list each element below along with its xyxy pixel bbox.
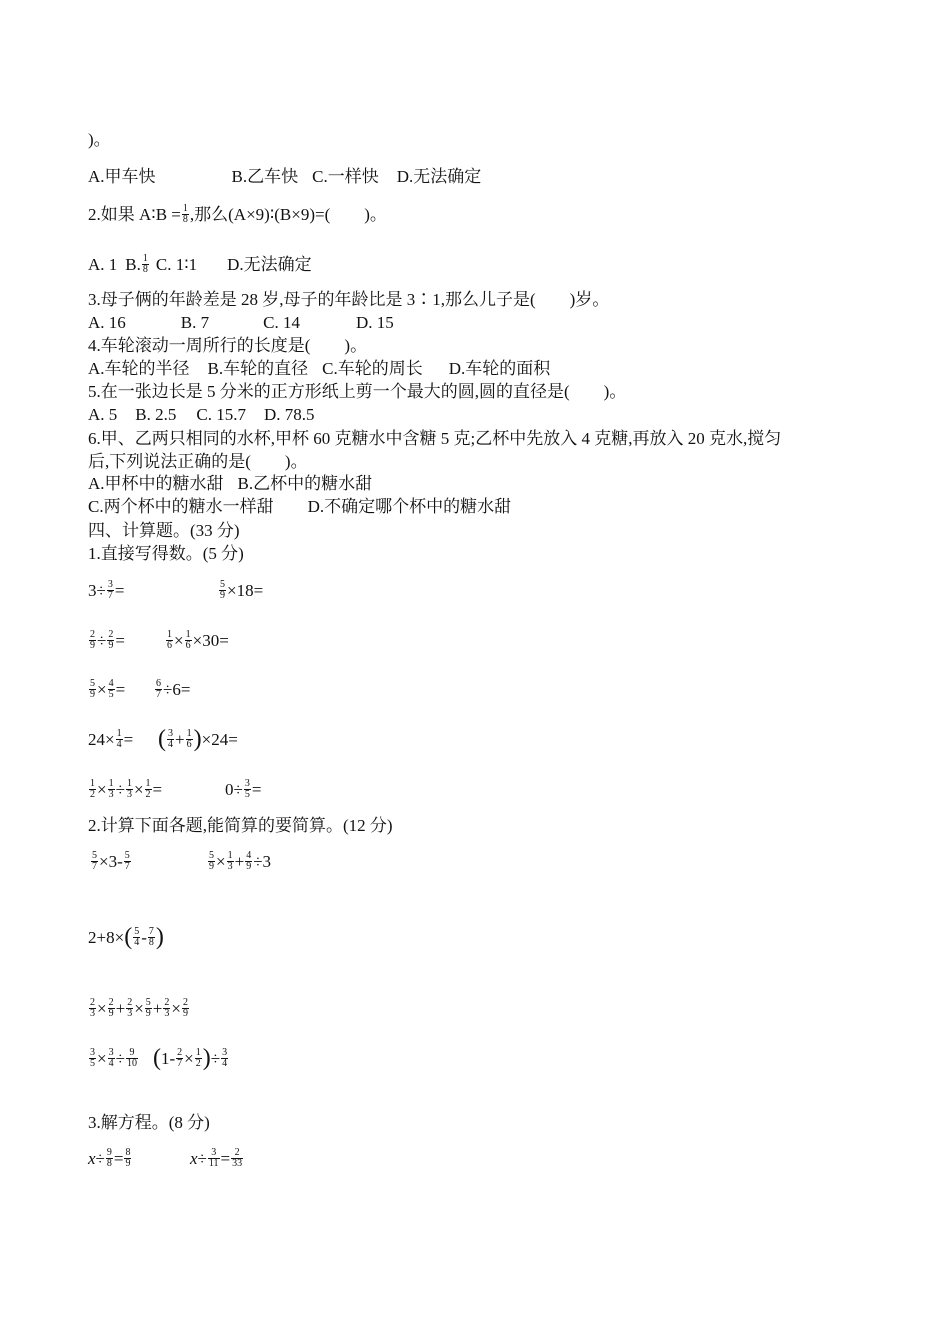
numerator: 1 bbox=[145, 777, 151, 789]
denominator: 4 bbox=[108, 1057, 114, 1069]
fraction bbox=[145, 998, 152, 1019]
q5-text: 5.在一张边长是 5 分米的正方形纸上剪一个最大的圆,圆的直径是( )。 bbox=[88, 382, 627, 401]
option-a: A. 1 bbox=[88, 255, 118, 274]
number: 18 bbox=[236, 581, 254, 600]
operator: = bbox=[253, 581, 264, 600]
q6-text-end: 后,下列说法正确的是( )。 bbox=[88, 452, 308, 471]
operator: ÷ bbox=[115, 1049, 125, 1068]
fraction bbox=[126, 1048, 138, 1069]
denominator: 9 bbox=[90, 639, 95, 651]
operator: × bbox=[201, 730, 212, 749]
denominator: 8 bbox=[106, 1157, 112, 1169]
operator: ÷ bbox=[163, 680, 173, 699]
section-title: 四、计算题。(33 分) bbox=[88, 521, 240, 540]
operator: = bbox=[115, 631, 125, 650]
numerator: 5 bbox=[209, 849, 214, 861]
operator: ÷ bbox=[96, 581, 106, 600]
subsection-2-heading bbox=[88, 815, 393, 837]
denominator: 4 bbox=[222, 1057, 228, 1069]
text: )。 bbox=[88, 130, 111, 149]
denominator: 6 bbox=[186, 738, 192, 750]
fraction bbox=[89, 679, 96, 700]
denominator: 9 bbox=[209, 860, 214, 872]
option-b: B.车轮的直径 bbox=[207, 359, 309, 378]
denominator: 8 bbox=[182, 213, 188, 225]
fraction bbox=[195, 1048, 202, 1069]
denominator: 2 bbox=[90, 788, 95, 800]
q4-text: 4.车轮滚动一周所行的长度是( )。 bbox=[88, 336, 368, 355]
option-d: D.无法确定 bbox=[227, 255, 312, 274]
denominator: 9 bbox=[90, 688, 95, 700]
numerator: 5 bbox=[220, 578, 225, 590]
numerator: 1 bbox=[186, 727, 192, 739]
numerator: 9 bbox=[129, 1046, 135, 1058]
operator: × bbox=[184, 1049, 194, 1068]
fraction bbox=[89, 998, 96, 1019]
numerator: 1 bbox=[195, 1046, 201, 1058]
subsection-3-heading bbox=[88, 1112, 210, 1134]
operator: × bbox=[227, 581, 237, 600]
numerator: 2 bbox=[234, 1146, 240, 1158]
numerator: 3 bbox=[107, 578, 113, 590]
operator: ÷ bbox=[97, 631, 107, 650]
option-d: D.车轮的面积 bbox=[448, 359, 551, 378]
operator: + bbox=[234, 852, 245, 871]
numerator: 1 bbox=[185, 628, 191, 640]
operator: + bbox=[96, 928, 107, 947]
operator: × bbox=[105, 730, 115, 749]
numerator: 3 bbox=[211, 1146, 217, 1158]
denominator: 9 bbox=[182, 1007, 188, 1019]
fraction bbox=[126, 779, 133, 800]
numerator: 2 bbox=[108, 628, 114, 640]
option-b: B. bbox=[125, 255, 141, 274]
calc-item bbox=[154, 679, 190, 702]
numerator: 1 bbox=[167, 628, 172, 640]
option-c: C.一样快 bbox=[312, 167, 379, 186]
operator: ÷ bbox=[253, 852, 263, 871]
numerator: 5 bbox=[90, 677, 95, 689]
option-a: A.甲杯中的糖水甜 bbox=[88, 474, 224, 493]
fraction bbox=[91, 851, 98, 872]
operator: = bbox=[251, 780, 262, 799]
fraction bbox=[186, 729, 193, 750]
fraction bbox=[182, 204, 189, 225]
option-a: A.车轮的半径 bbox=[88, 359, 190, 378]
fraction bbox=[244, 779, 251, 800]
operator: = bbox=[220, 1149, 231, 1168]
denominator: 3 bbox=[127, 1007, 133, 1019]
denominator: 9 bbox=[220, 589, 225, 601]
numerator: 3 bbox=[168, 727, 173, 739]
numerator: 2 bbox=[108, 996, 114, 1008]
question-3 bbox=[88, 289, 609, 311]
number: 1 bbox=[161, 1049, 170, 1068]
equation-item bbox=[88, 1148, 132, 1171]
operator: × bbox=[114, 928, 125, 947]
fraction bbox=[126, 998, 133, 1019]
number: 24 bbox=[211, 730, 229, 749]
option-c: C. 15.7 bbox=[196, 405, 246, 424]
fraction bbox=[166, 630, 173, 651]
operator: × bbox=[171, 999, 181, 1018]
numerator: 2 bbox=[177, 1046, 183, 1058]
calc-item bbox=[207, 851, 271, 874]
denominator: 33 bbox=[232, 1157, 243, 1169]
denominator: 5 bbox=[90, 1057, 95, 1069]
operator: ÷ bbox=[197, 1149, 207, 1168]
operator: ÷ bbox=[115, 780, 125, 799]
numerator: 1 bbox=[90, 777, 95, 789]
option-b: B.乙杯中的糖水甜 bbox=[237, 474, 373, 493]
number: 3 bbox=[262, 852, 272, 871]
numerator: 1 bbox=[227, 849, 233, 861]
subsection-1-heading bbox=[88, 543, 244, 565]
number: 6 bbox=[172, 680, 181, 699]
option-c: C. 1∶1 bbox=[155, 255, 198, 274]
denominator: 9 bbox=[145, 1007, 151, 1019]
denominator: 3 bbox=[108, 788, 114, 800]
number: 30 bbox=[202, 631, 220, 650]
calc-item bbox=[88, 580, 124, 603]
denominator: 6 bbox=[167, 639, 172, 651]
question-6-line-2 bbox=[88, 451, 308, 473]
fraction bbox=[142, 254, 149, 275]
numerator: 5 bbox=[134, 925, 140, 937]
subsection-title: 2.计算下面各题,能简算的要简算。(12 分) bbox=[88, 816, 393, 835]
section-4-heading bbox=[88, 520, 240, 542]
denominator: 9 bbox=[125, 1157, 131, 1169]
question-continuation bbox=[88, 129, 111, 151]
operator: × bbox=[192, 631, 203, 650]
option-c: C. 14 bbox=[263, 313, 300, 332]
numerator: 2 bbox=[90, 996, 95, 1008]
number: 8 bbox=[106, 928, 115, 947]
numerator: 1 bbox=[126, 777, 132, 789]
numerator: 5 bbox=[145, 996, 151, 1008]
operator: + bbox=[175, 730, 185, 749]
operator: × bbox=[99, 852, 109, 871]
denominator: 7 bbox=[124, 860, 130, 872]
question-6-line-1 bbox=[88, 428, 781, 450]
denominator: 5 bbox=[244, 788, 250, 800]
fraction bbox=[231, 1148, 243, 1169]
numerator: 1 bbox=[116, 727, 122, 739]
paren: ( bbox=[124, 924, 133, 951]
fraction bbox=[106, 1148, 113, 1169]
fraction bbox=[108, 1048, 115, 1069]
numerator: 1 bbox=[142, 252, 148, 264]
option-d: D.不确定哪个杯中的糖水甜 bbox=[307, 497, 512, 516]
denominator: 2 bbox=[145, 788, 151, 800]
denominator: 4 bbox=[116, 738, 122, 750]
fraction bbox=[221, 1048, 228, 1069]
operator: = bbox=[228, 730, 238, 749]
denominator: 11 bbox=[208, 1157, 219, 1169]
paren: ) bbox=[155, 924, 164, 951]
option-d: D.无法确定 bbox=[396, 167, 482, 186]
denominator: 6 bbox=[185, 639, 191, 651]
calc-item bbox=[88, 1048, 139, 1071]
fraction bbox=[89, 1048, 96, 1069]
calc-item bbox=[90, 851, 132, 874]
number: 0 bbox=[225, 780, 234, 799]
calc-item bbox=[88, 679, 125, 702]
calc-item bbox=[153, 1045, 229, 1072]
operator: + bbox=[152, 999, 163, 1018]
option-d: D. 78.5 bbox=[263, 405, 315, 424]
number: 2 bbox=[88, 928, 97, 947]
numerator: 1 bbox=[108, 777, 114, 789]
denominator: 9 bbox=[246, 860, 252, 872]
fraction bbox=[208, 851, 215, 872]
option-a: A. 5 bbox=[88, 405, 118, 424]
calc-item bbox=[225, 779, 261, 802]
number: 3 bbox=[108, 852, 118, 871]
option-d: D. 15 bbox=[355, 313, 394, 332]
numerator: 5 bbox=[92, 849, 97, 861]
numerator: 1 bbox=[182, 202, 188, 214]
denominator: 7 bbox=[156, 688, 161, 700]
operator: × bbox=[134, 999, 144, 1018]
denominator: 5 bbox=[108, 688, 114, 700]
number: 3 bbox=[88, 581, 97, 600]
paren: ( bbox=[158, 726, 166, 753]
calc-item bbox=[88, 779, 162, 802]
fraction bbox=[107, 580, 114, 601]
fraction bbox=[176, 1048, 183, 1069]
question-2 bbox=[88, 204, 387, 227]
fraction bbox=[185, 630, 192, 651]
operator: = bbox=[115, 680, 126, 699]
subsection-title: 1.直接写得数。(5 分) bbox=[88, 544, 244, 563]
operator: + bbox=[115, 999, 126, 1018]
option-a: A. 16 bbox=[88, 313, 126, 332]
operator: = bbox=[219, 631, 229, 650]
variable: x bbox=[190, 1149, 198, 1168]
operator: ÷ bbox=[210, 1049, 221, 1068]
operator: × bbox=[133, 780, 144, 799]
q1-options bbox=[88, 166, 481, 188]
q3-text: 3.母子俩的年龄差是 28 岁,母子的年龄比是 3∶1,那么儿子是( )岁。 bbox=[88, 290, 610, 309]
numerator: 2 bbox=[182, 996, 188, 1008]
denominator: 10 bbox=[126, 1057, 137, 1069]
fraction bbox=[107, 630, 114, 651]
option-b: B. 2.5 bbox=[135, 405, 177, 424]
calc-item bbox=[88, 729, 133, 752]
fraction bbox=[89, 779, 96, 800]
q6-options-row-2 bbox=[88, 496, 511, 518]
denominator: 7 bbox=[107, 589, 113, 601]
fraction bbox=[182, 998, 189, 1019]
paren: ) bbox=[202, 1045, 211, 1072]
calc-item bbox=[218, 580, 263, 603]
denominator: 9 bbox=[108, 639, 114, 651]
denominator: 7 bbox=[92, 860, 97, 872]
question-4 bbox=[88, 335, 367, 357]
fraction bbox=[219, 580, 226, 601]
fraction bbox=[124, 1148, 131, 1169]
q4-options bbox=[88, 358, 550, 380]
calc-item bbox=[88, 924, 164, 951]
calc-item bbox=[88, 630, 125, 653]
operator: ÷ bbox=[95, 1149, 105, 1168]
numerator: 6 bbox=[156, 677, 161, 689]
numerator: 3 bbox=[244, 777, 250, 789]
number: 24 bbox=[88, 730, 105, 749]
numerator: 5 bbox=[124, 849, 130, 861]
fraction bbox=[245, 851, 252, 872]
numerator: 3 bbox=[108, 1046, 114, 1058]
operator: × bbox=[174, 631, 184, 650]
operator: = bbox=[114, 581, 125, 600]
denominator: 4 bbox=[134, 936, 140, 948]
numerator: 8 bbox=[125, 1146, 131, 1158]
operator: = bbox=[152, 780, 163, 799]
denominator: 8 bbox=[142, 263, 148, 275]
numerator: 9 bbox=[106, 1146, 112, 1158]
operator: - bbox=[169, 1049, 176, 1068]
calc-item bbox=[158, 726, 238, 753]
option-b: B.乙车快 bbox=[231, 167, 299, 186]
numerator: 7 bbox=[148, 925, 154, 937]
option-c: C.车轮的周长 bbox=[322, 359, 423, 378]
fraction bbox=[155, 679, 162, 700]
fraction bbox=[116, 729, 123, 750]
denominator: 8 bbox=[148, 936, 154, 948]
operator: = bbox=[113, 1149, 124, 1168]
fraction bbox=[167, 729, 174, 750]
option-c: C.两个杯中的糖水一样甜 bbox=[88, 497, 274, 516]
fraction bbox=[108, 679, 115, 700]
q6-options-row-1 bbox=[88, 473, 372, 495]
numerator: 2 bbox=[127, 996, 133, 1008]
numerator: 3 bbox=[222, 1046, 228, 1058]
q5-options bbox=[88, 404, 315, 426]
denominator: 3 bbox=[227, 860, 233, 872]
equation-item bbox=[190, 1148, 244, 1171]
fraction bbox=[208, 1148, 220, 1169]
fraction bbox=[133, 927, 140, 948]
operator: × bbox=[97, 680, 107, 699]
numerator: 2 bbox=[90, 628, 95, 640]
paren: ( bbox=[153, 1045, 161, 1072]
fraction bbox=[108, 998, 115, 1019]
fraction bbox=[108, 779, 115, 800]
operator: × bbox=[97, 999, 107, 1018]
denominator: 9 bbox=[108, 1007, 114, 1019]
fraction bbox=[89, 630, 96, 651]
denominator: 2 bbox=[195, 1057, 201, 1069]
fraction bbox=[124, 851, 131, 872]
q6-text: 6.甲、乙两只相同的水杯,甲杯 60 克糖水中含糖 5 克;乙杯中先放入 4 克糖,再放入 20 克水,搅匀 bbox=[88, 429, 782, 448]
operator: = bbox=[180, 680, 191, 699]
fraction bbox=[227, 851, 234, 872]
operator: × bbox=[97, 1049, 107, 1068]
q2-text-end: ,那么(A×9)∶(B×9)=( )。 bbox=[189, 205, 387, 224]
denominator: 3 bbox=[164, 1007, 170, 1019]
option-b: B. 7 bbox=[180, 313, 210, 332]
q2-text: 2.如果 A∶B = bbox=[88, 205, 181, 224]
numerator: 4 bbox=[246, 849, 252, 861]
operator: × bbox=[97, 780, 107, 799]
numerator: 4 bbox=[108, 677, 114, 689]
q2-options bbox=[88, 254, 312, 277]
option-a: A.甲车快 bbox=[88, 167, 156, 186]
calc-item bbox=[165, 630, 229, 653]
denominator: 3 bbox=[126, 788, 132, 800]
paren: ) bbox=[193, 726, 202, 753]
denominator: 7 bbox=[177, 1057, 183, 1069]
q3-options bbox=[88, 312, 394, 334]
denominator: 3 bbox=[90, 1007, 95, 1019]
denominator: 4 bbox=[168, 738, 173, 750]
operator: - bbox=[117, 852, 123, 871]
variable: x bbox=[88, 1149, 96, 1168]
fraction bbox=[148, 927, 155, 948]
numerator: 3 bbox=[90, 1046, 95, 1058]
subsection-title: 3.解方程。(8 分) bbox=[88, 1113, 210, 1132]
operator: = bbox=[123, 730, 134, 749]
operator: × bbox=[216, 852, 226, 871]
fraction bbox=[163, 998, 170, 1019]
operator: ÷ bbox=[233, 780, 243, 799]
numerator: 2 bbox=[164, 996, 170, 1008]
operator: - bbox=[141, 928, 147, 947]
calc-item bbox=[88, 998, 190, 1021]
fraction bbox=[145, 779, 152, 800]
question-5 bbox=[88, 381, 626, 403]
